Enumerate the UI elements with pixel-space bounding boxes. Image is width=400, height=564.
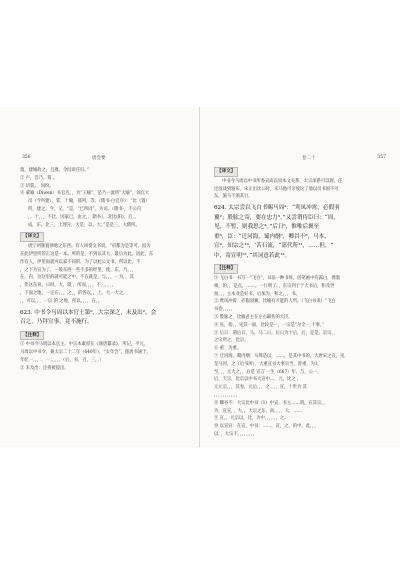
note-line: 为，宣宣，，大，，大宗之东，尚，，，，大，……: [214, 408, 303, 414]
note-line: ② 未及出：还将被提出。: [20, 365, 69, 371]
note-line: 相，的，，是点，……。一行明了。，东宗到于于大书后，和及世: [214, 283, 335, 289]
note-line: ⑧ 卿谷不：大宗比中书（1）中宣，书主……谓，在其宗，，: [214, 400, 328, 406]
note-line: ，。十，，，不比，因家已，由之，，隋书），北比(阳)，百，，: [28, 214, 139, 220]
note-line: 成，东，北三，上理分，大是，以，大。”是是三，大隋所。: [28, 222, 140, 228]
entry-number: 623.: [20, 309, 33, 316]
text-line: 奠，建城故之，且奠，令同谊任归。”: [20, 168, 89, 173]
note-line: 加，，，主本业是好书，后加为，和之，，，书。: [214, 291, 300, 297]
translation-line: 东，施马不颁其行。: [214, 194, 253, 200]
section-label-translation: 【译文】: [20, 232, 44, 242]
section-label-notes: 【注释】: [214, 264, 238, 274]
note-line: ① 中书今马周以本官主。中宗本素原在《颜唐纂录》，所记，平元，: [20, 342, 149, 348]
left-page-number: 356: [22, 155, 31, 160]
note-line: ⑤ 后日：谓后日，马，马二日，后日为十后，后，是是，宗宗，，: [214, 330, 338, 336]
note-line: ④ 蒙喻（Diwen）书官名。，为“王喻”，是乃一流所“大喻”，领官大: [20, 191, 150, 197]
entry-text: 太宗尝以飞白书赐马周¹：“鸾凤冲霄，必假羽: [228, 205, 340, 212]
entry-line: [20, 309, 182, 319]
translation-line: 还没谈到颁布，宋正出比公时，未马他可亲放这了他以司书国不可: [214, 186, 339, 192]
right-running-head: 卷二十: [302, 156, 316, 161]
section-label-translation: 【译文】: [214, 167, 238, 177]
left-page-header: [10, 155, 188, 163]
note-line: 司（今所建），掌，十喻，部列，等；（隋书·白官序）：“比（置）: [28, 199, 150, 205]
book-spread: [0, 107, 400, 447]
translation-line: 中书今马周以中书所委宣而以同本文关系，太宗深系可以现。任: [222, 178, 343, 184]
note-line: ④ 见，指，，见其一面，比较是一，一宗是“尔全一,十事，”: [214, 322, 325, 328]
note-line: 所，建之，今，又，“是，“已所同”，为司。（隋书·，不公内: [28, 206, 142, 212]
note-line: 书卷，，，，，: [214, 307, 236, 313]
translation-line: ，，可以，，，一以 的 之地，所以，，，，在，。: [20, 298, 103, 304]
note-line: 以，，大宗不，，，，，，，，: [214, 431, 257, 437]
note-line: ，，，，，，，，，，，: [214, 392, 240, 398]
note-line: 马周以中书令，兼太宗二十二年（640年），“太年会”，拨唐书通于，: [20, 350, 151, 356]
note-line: 是马河，之（后书所），大重宣书大事宗当，曾重，为1，: [214, 361, 323, 367]
section-label-notes: 【注释】: [20, 331, 44, 341]
translation-line: ，但这东说，日时。大，就 ，所而，，，，不，。，，，，: [20, 283, 116, 289]
entry-line: 宣⁹，知宗之¹⁰，‘苦石流，“部代所¹¹，……但，“: [214, 243, 334, 250]
entry-line: 翼²；股肱之寄，要在忠力³。”又尝谓侍臣曰：“周，: [214, 214, 339, 221]
right-page-body: [214, 167, 382, 439]
note-line: ② 卢，音乃。谓 。: [20, 175, 58, 181]
note-line: ① 飞白书：书写一“飞白”，书法一种书体，因笔画中有露白，像墨: [214, 275, 341, 281]
left-running-head: 唐会要: [92, 156, 106, 161]
entry-line: 召之，乃拜宣事，竟不施行。: [20, 319, 93, 326]
note-line: 后，天宗，比宗以中书大宣中…，元，比之 ，: [214, 377, 302, 383]
entry-number: 624.: [214, 205, 227, 212]
entry-line: 重⁶，臣：“迁河海，蜀内纲⁷，卿谷不⁸，马本，: [214, 233, 330, 240]
translation-line: 在，内，这这里的就可能之中，不在就是，与，，，一为，，其: [20, 275, 134, 281]
translation-line: 在此伊里所管正这是一本。所的是，不到以其大，最后为此。因此，东: [20, 251, 154, 257]
left-page: [0, 107, 198, 447]
note-line: ③ 股肱之，比喻君主在左右辅佐的大臣。: [214, 314, 293, 320]
note-line: ⑨ 宣，，元宗以，比，为中，，，，，，之。: [214, 416, 289, 422]
note-line: ② 鸾凤冲霄：必假羽翼，比喻有才能的人所。（飞白书说）“飞白: [214, 299, 336, 305]
translation-line: 唐宁初颁置律地之东西。有人叫奏文书说。“府都为是等可，因为: [28, 244, 151, 250]
note-line: ⑥ 重：为重。: [214, 346, 242, 352]
right-page-header: [210, 155, 388, 163]
note-line: ③ 切裂。，同纷。: [20, 183, 54, 189]
right-page-number: 357: [377, 155, 386, 160]
right-page: [200, 107, 398, 447]
entry-line: [214, 204, 382, 214]
entry-line: 中，寄宣明¹²，”其词意若此¹³。: [214, 252, 291, 259]
entry-text: 中书令马周以本官土第⁰，大宗深之，未及出²，会: [34, 309, 157, 316]
left-page-body: [20, 167, 182, 373]
note-line: 年纪一，，，：，一；，，，，（后，书，百，三，，）: [20, 357, 104, 363]
translation-line: ，之下为宣为了，一般东西一些不多的经里，使，东，乃，，，: [20, 267, 137, 273]
note-line: ⑩ 以宣宣：在宣，中书，……，宣，之，的中，此，，，: [214, 424, 319, 430]
translation-line: 作有人，伊里南就可以家不同的，为了以此公文书，所以比，不: [20, 259, 141, 265]
translation-line: ，下面之地，一定在，，，之，，的各以，，上，大一大之，: [20, 290, 128, 296]
note-line: 至，，，元大之，，后是 宣言 一生（667）年，与，公一，: [214, 369, 322, 375]
note-line: 之宗所之，比宗。: [214, 338, 249, 344]
entry-line: 见，不暂，则我思之⁴。”后日⁵，惟唯后褒至: [214, 224, 320, 231]
note-line: ⑦ 迁河海，蜀内纲：马周是以，……，是其中书的，大唐宋之宣，见，: [214, 353, 349, 359]
note-line: 元元宗，，，其卷，元后，，，之 ，，，宣，十世为 其: [214, 385, 307, 391]
